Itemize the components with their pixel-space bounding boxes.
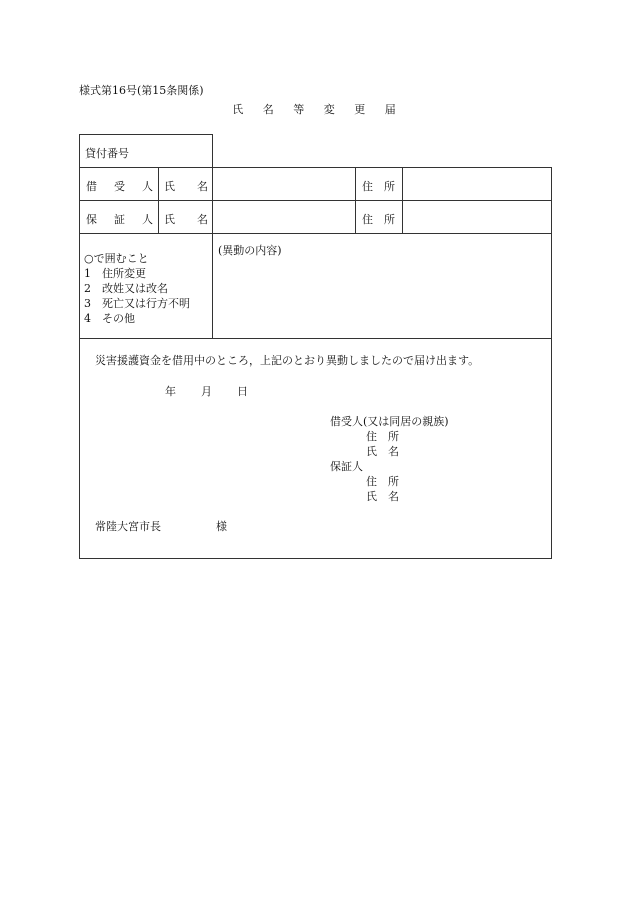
guarantor-heading: 保証人 xyxy=(330,460,363,473)
table-line xyxy=(79,558,552,559)
table-line xyxy=(551,167,552,559)
list-item: 2 改姓又は改名 xyxy=(84,282,168,295)
addressee: 常陸大宮市長 様 xyxy=(95,520,227,533)
borrower-heading: 借受人(又は同居の親族) xyxy=(330,415,449,428)
borrower-label: 借 受 人 xyxy=(86,180,156,193)
guarantor-address-label: 住 所 xyxy=(362,213,395,226)
list-item: 3 死亡又は行方不明 xyxy=(84,297,190,310)
table-line xyxy=(212,233,213,339)
borrower-address-label: 住 所 xyxy=(362,180,395,193)
borrower-name-label: 氏 名 xyxy=(164,180,208,193)
guarantor-name-label: 氏 名 xyxy=(164,213,208,226)
table-line xyxy=(79,134,80,559)
declaration-statement: 災害援護資金を借用中のところ，上記のとおり異動しましたので届け出ます。 xyxy=(95,354,480,367)
table-line xyxy=(212,134,213,168)
list-item: 4 その他 xyxy=(84,312,135,325)
table-line xyxy=(79,167,552,168)
document-title: 氏 名 等 変 更 届 xyxy=(232,103,404,116)
guarantor-name: 氏 名 xyxy=(366,490,399,503)
date-line: 年 月 日 xyxy=(165,385,249,398)
table-line xyxy=(79,134,213,135)
guarantor-address: 住 所 xyxy=(366,475,399,488)
loan-number-label: 貸付番号 xyxy=(85,147,129,160)
guarantor-label: 保 証 人 xyxy=(86,213,156,226)
borrower-name: 氏 名 xyxy=(366,445,399,458)
borrower-address: 住 所 xyxy=(366,430,399,443)
list-item: 1 住所変更 xyxy=(84,267,146,280)
change-content-label: (異動の内容) xyxy=(218,244,282,257)
table-line xyxy=(79,200,552,201)
form-number: 様式第16号(第15条関係) xyxy=(79,84,204,97)
circle-instruction: ○で囲むこと xyxy=(84,252,149,265)
table-line xyxy=(79,338,552,339)
table-line xyxy=(79,233,552,234)
